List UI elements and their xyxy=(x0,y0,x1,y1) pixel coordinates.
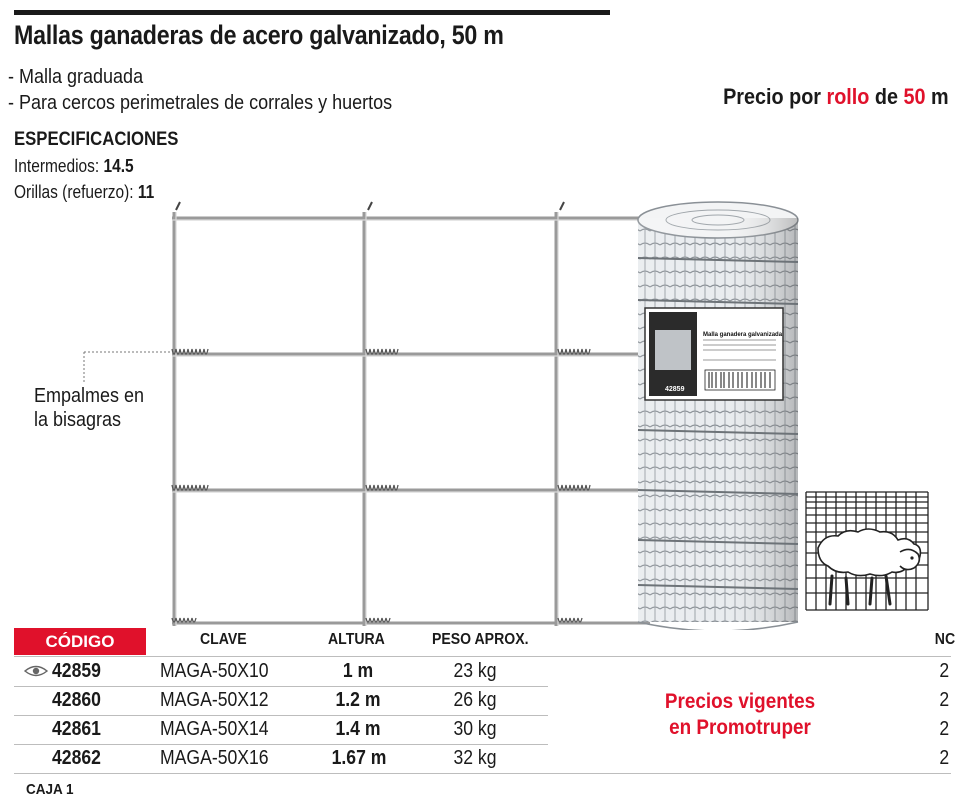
row-2-nc: 2 xyxy=(939,689,949,711)
mesh-roll xyxy=(638,202,798,630)
hinge-coils xyxy=(172,202,590,622)
header-clave: CLAVE xyxy=(200,631,247,648)
row-2-codigo: 42860 xyxy=(52,689,101,711)
row-3-nc: 2 xyxy=(939,718,949,740)
row-2-peso: 26 kg xyxy=(453,689,497,711)
feature-use: - Para cercos perimetrales de corrales y huertos xyxy=(8,92,393,114)
row-divider xyxy=(14,744,548,745)
page-title: Mallas ganaderas de acero galvanizado, 50 m xyxy=(14,20,504,50)
box-quantity: CAJA 1 xyxy=(26,781,74,798)
header-codigo: CÓDIGO xyxy=(14,628,146,655)
price-note: Precio por rollo de 50 m xyxy=(723,84,949,109)
specs-heading: ESPECIFICACIONES xyxy=(14,129,179,150)
row-1-codigo: 42859 xyxy=(52,660,101,682)
header-peso: PESO APROX. xyxy=(432,631,529,648)
row-4-altura: 1.67 m xyxy=(331,747,387,769)
label-brand: FIERO xyxy=(700,323,719,329)
spec-intermediate: Intermedios: 14.5 xyxy=(14,156,134,176)
row-divider xyxy=(14,715,548,716)
feature-graduated: - Malla graduada xyxy=(8,66,144,88)
row-3-clave: MAGA-50X14 xyxy=(160,718,269,740)
row-1-peso: 23 kg xyxy=(453,660,497,682)
header-divider xyxy=(14,656,951,657)
row-1-clave: MAGA-50X10 xyxy=(160,660,269,682)
row-2-clave: MAGA-50X12 xyxy=(160,689,269,711)
row-1-altura: 1 m xyxy=(342,660,374,682)
row-4-codigo: 42862 xyxy=(52,747,101,769)
sheep-icon xyxy=(806,492,928,610)
row-1-nc: 2 xyxy=(939,660,949,682)
row-4-nc: 2 xyxy=(939,747,949,769)
fence-grid xyxy=(172,212,650,626)
eye-icon[interactable] xyxy=(24,664,48,678)
label-product-name: Malla ganadera galvanizada xyxy=(703,332,783,338)
hinge-callout: Empalmes en la bisagras xyxy=(34,385,145,431)
header-nc: NC xyxy=(934,631,955,648)
row-4-clave: MAGA-50X16 xyxy=(160,747,269,769)
row-2-altura: 1.2 m xyxy=(335,689,381,711)
row-4-peso: 32 kg xyxy=(453,747,497,769)
header-altura: ALTURA xyxy=(328,631,385,648)
row-divider xyxy=(14,686,548,687)
table-bottom-divider xyxy=(14,773,951,774)
row-3-peso: 30 kg xyxy=(453,718,497,740)
label-code: 42859 xyxy=(665,386,685,393)
promo-note: Precios vigentes en Promotruper xyxy=(664,690,816,739)
row-3-codigo: 42861 xyxy=(52,718,101,740)
row-3-altura: 1.4 m xyxy=(335,718,381,740)
spec-edges: Orillas (refuerzo): 11 xyxy=(14,182,155,202)
